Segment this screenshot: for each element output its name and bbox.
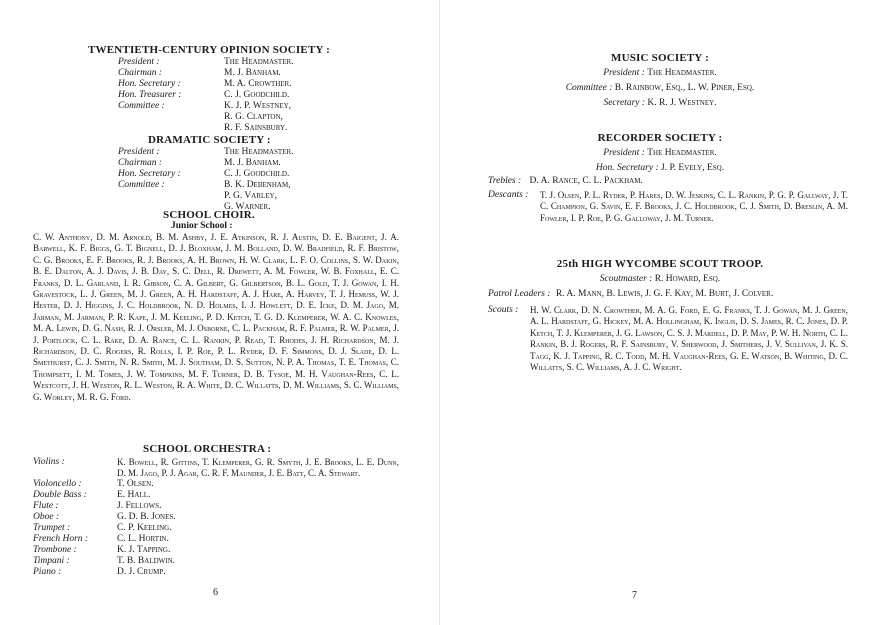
page-number-left: 6 <box>213 587 218 598</box>
school-orchestra-title: SCHOOL ORCHESTRA : <box>143 443 272 455</box>
instrument-label: Flute : <box>33 501 59 511</box>
instrument-label: Violoncello : <box>33 479 82 489</box>
scoutmaster-line <box>480 273 840 285</box>
secretary-label: Secretary : <box>603 98 646 108</box>
dramatic-society-title: DRAMATIC SOCIETY : <box>148 134 271 146</box>
scoutmaster-label: Scoutmaster : <box>599 274 653 284</box>
row-value: R. G. Clapton, <box>224 112 283 122</box>
scouts-block <box>488 305 848 373</box>
row-value: K. J. P. Westney, <box>224 101 292 111</box>
row-label: Chairman : <box>118 68 163 78</box>
descants-label: Descants : <box>488 190 529 200</box>
right-page <box>440 0 880 625</box>
row-value: G. Warner. <box>224 202 271 212</box>
row-value: M. J. Banham. <box>224 68 281 78</box>
instrument-label: Timpani : <box>33 556 70 566</box>
row-value: M. A. Crowther. <box>224 79 292 89</box>
row-value: B. K. Debenham, <box>224 180 291 190</box>
opinion-society-rows <box>118 57 408 134</box>
row-label <box>118 123 214 134</box>
player-names: J. Fellows. <box>117 501 162 511</box>
committee-value: B. Rainbow, Esq., L. W. Piner, Esq. <box>614 83 755 93</box>
recorder-secretary-line <box>480 162 840 174</box>
music-committee-line <box>480 82 840 94</box>
opinion-society-title: TWENTIETH-CENTURY OPINION SOCIETY : <box>88 44 331 56</box>
scouts-value: H. W. Clark, D. N. Crowther, M. A. G. Ford, E. G. Franks, T. J. Gowan, M. J. Green, A. L. Hardstaff, G. Hickey, M. A. Hollingham, K. Inglis, D. S. James, R. C. Jones, D. P. Ketch, T. J. Klemperer, J. G. Lawson, C. S. J. Mardell, D. P. May, P. W. H. North, C. L. Rankin, B. J. Rogers, R. F. Sainsbury, V. Sherwood, J. Smithers, J. V. Sullivan, J. K. S. Tagg, K. J. Tapping, R. C. Todd, M. H. Vaughan-Rees, G. E. Watson, B. Whiting, D. C. Willatts, S. C. Williams, A. J. C. Wright. <box>530 305 848 373</box>
music-society-section <box>480 52 840 109</box>
row-label: Chairman : <box>118 158 163 168</box>
row-label: Hon. Secretary : <box>118 79 181 89</box>
instrument-label: Violins : <box>33 457 65 467</box>
player-names: C. L. Hortin. <box>117 534 169 544</box>
music-president-line <box>480 67 840 79</box>
row-label: Hon. Treasurer : <box>118 90 182 100</box>
recorder-president-line <box>480 147 840 159</box>
opinion-society-section <box>88 44 408 134</box>
row-label <box>118 112 214 123</box>
school-orchestra-rows <box>33 457 399 578</box>
row-value: C. J. Goodchild. <box>224 169 290 179</box>
school-choir-section <box>33 209 399 403</box>
president-label: President : <box>603 148 645 158</box>
president-value: The Headmaster. <box>647 68 717 78</box>
row-label <box>118 191 214 202</box>
row-label: President : <box>118 57 160 67</box>
row-label: Hon. Secretary : <box>118 169 181 179</box>
patrol-leaders-line <box>488 289 848 299</box>
scout-troop-title: 25th HIGH WYCOMBE SCOUT TROOP. <box>556 258 764 270</box>
recorder-society-section <box>480 132 840 174</box>
instrument-label: Trombone : <box>33 545 77 555</box>
dramatic-society-section <box>118 134 408 213</box>
player-names: T. Olsen. <box>117 479 154 489</box>
trebles-label: Trebles : <box>488 176 522 186</box>
row-label: Committee : <box>118 180 165 190</box>
scouts-label: Scouts : <box>488 305 519 315</box>
row-value: The Headmaster. <box>224 147 294 157</box>
trebles-line <box>488 176 848 186</box>
committee-label: Committee : <box>565 83 613 93</box>
president-label: President : <box>603 68 645 78</box>
player-names: K. J. Tapping. <box>117 545 171 555</box>
row-label: Committee : <box>118 101 165 111</box>
page-number-right: 7 <box>632 590 637 601</box>
patrol-leaders-value: R. A. Mann, B. Lewis, J. G. F. Kay, M. Burt, J. Colver. <box>555 289 774 299</box>
row-value: The Headmaster. <box>224 57 294 67</box>
school-orchestra-section <box>33 443 399 578</box>
secretary-value: K. R. J. Westney. <box>647 98 717 108</box>
row-value: C. J. Goodchild. <box>224 90 290 100</box>
player-names: T. B. Baldwin. <box>117 556 176 566</box>
player-names: K. Bowell, R. Gittins, T. Klemperer, G. R. Smyth, J. E. Brooks, L. E. Dunn, D. M. Jago, P. J. Agar, C. R. F. Maunder, J. E. Batt, C. A. Stewart. <box>117 457 399 478</box>
row-value: M. J. Banham. <box>224 158 281 168</box>
player-names: D. J. Crump. <box>117 567 166 577</box>
row-label: President : <box>118 147 160 157</box>
instrument-label: Double Bass : <box>33 490 87 500</box>
secretary-label: Hon. Secretary : <box>595 163 659 173</box>
dramatic-society-rows <box>118 147 408 213</box>
instrument-label: French Horn : <box>33 534 89 544</box>
recorder-society-title: RECORDER SOCIETY : <box>597 132 723 144</box>
music-secretary-line <box>480 97 840 109</box>
player-names: C. P. Keeling. <box>117 523 172 533</box>
descants-value: T. J. Olsen, P. L. Ryder, P. Hares, D. W. Jeskins, C. L. Rankin, P. G. P. Gallway, J. T. C. Champion, G. Savin, E. F. Brooks, J. C. Holdbrook, C. J. Smith, D. Breslin, A. M. Fowler, I. P. Roe, P. G. Galloway, J. M. Turner. <box>540 190 848 223</box>
scout-troop-section <box>480 258 840 285</box>
player-names: E. Hall. <box>117 490 151 500</box>
music-society-title: MUSIC SOCIETY : <box>611 52 709 64</box>
school-choir-title: SCHOOL CHOIR. <box>163 209 255 221</box>
descants-block <box>488 190 848 224</box>
instrument-label: Piano : <box>33 567 62 577</box>
player-names: G. D. B. Jones. <box>117 512 176 522</box>
instrument-label: Trumpet : <box>33 523 71 533</box>
row-value: R. F. Sainsbury. <box>224 123 288 133</box>
trebles-value: D. A. Rance, C. L. Packham. <box>529 176 643 186</box>
president-value: The Headmaster. <box>647 148 717 158</box>
row-value: P. G. Varley, <box>224 191 277 201</box>
instrument-label: Oboe : <box>33 512 60 522</box>
school-choir-members: C. W. Anthony, D. M. Arnold, B. M. Ashby, J. E. Atkinson, R. J. Austin, D. E. Baigent, J. A. Barwell, K. F. Biggs, G. T. Bignell, D. J. Bloxham, J. M. Bolland, D. W. Bradfield, R. F. Bristow, C. G. Brooks, E. F. Brooks, R. J. Brooks, A. H. Brown, H. W. Clark, L. F. O. Collins, S. W. Dakin, B. E. Dalton, A. J. Davis, J. B. Day, S. C. Dell, R. Drewett, A. M. Fowler, W. B. Foxhall, E. C. Franks, D. L. Garland, I. R. Gibson, C. A. Gilbert, G. Gilbertson, B. L. Gold, T. J. Gowan, I. H. Gravestock, L. J. Green, M. J. Green, A. H. Hardstaff, A. J. Hare, A. Harvey, T. J. Hemuss, W. J. Hester, D. J. Higgins, J. C. Holdbrook, N. D. Holmes, I. J. Howlett, D. E. Icke, D. M. Jago, M. Jarman, M. Jarman, P. R. Kape, J. M. Keeling, P. D. Ketch, T. G. D. Klemperer, W. A. C. Knowles, M. A. Lewin, D. G. Nash, R. J. Orsler, M. J. Osborne, C. L. Packham, R. F. Palmer, R. W. Palmer, J. J. Portlock, C. L. Rake, D. A. Rance, C. L. Rankin, P. Read, T. Rhodes, J. H. Richardson, M. J. Richardson, D. C. Rogers, R. Rolls, I. P. Roe, P. L. Ryder, D. F. Simmons, D. J. Slade, D. L. Smethurst, C. J. Smith, N. R. Smith, M. J. Southam, D. S. Sutton, N. P. A. Thomas, T. E. Thomas, C. Thompsett, I. M. Tomes, J. W. Tompkins, M. F. Turner, D. B. Tysoe, M. H. Vaughan-Rees, C. L. Westcott, J. H. Weston, R. L. Weston, R. A. White, D. C. Willatts, D. M. Williams, S. C. Williams, G. Worley, M. R. G. Ford. <box>33 232 399 402</box>
school-choir-subtitle: Junior School : <box>171 221 233 231</box>
secretary-value: J. P. Evely, Esq. <box>661 163 725 173</box>
scoutmaster-value: R. Howard, Esq. <box>654 274 721 284</box>
patrol-leaders-label: Patrol Leaders : <box>488 289 551 299</box>
